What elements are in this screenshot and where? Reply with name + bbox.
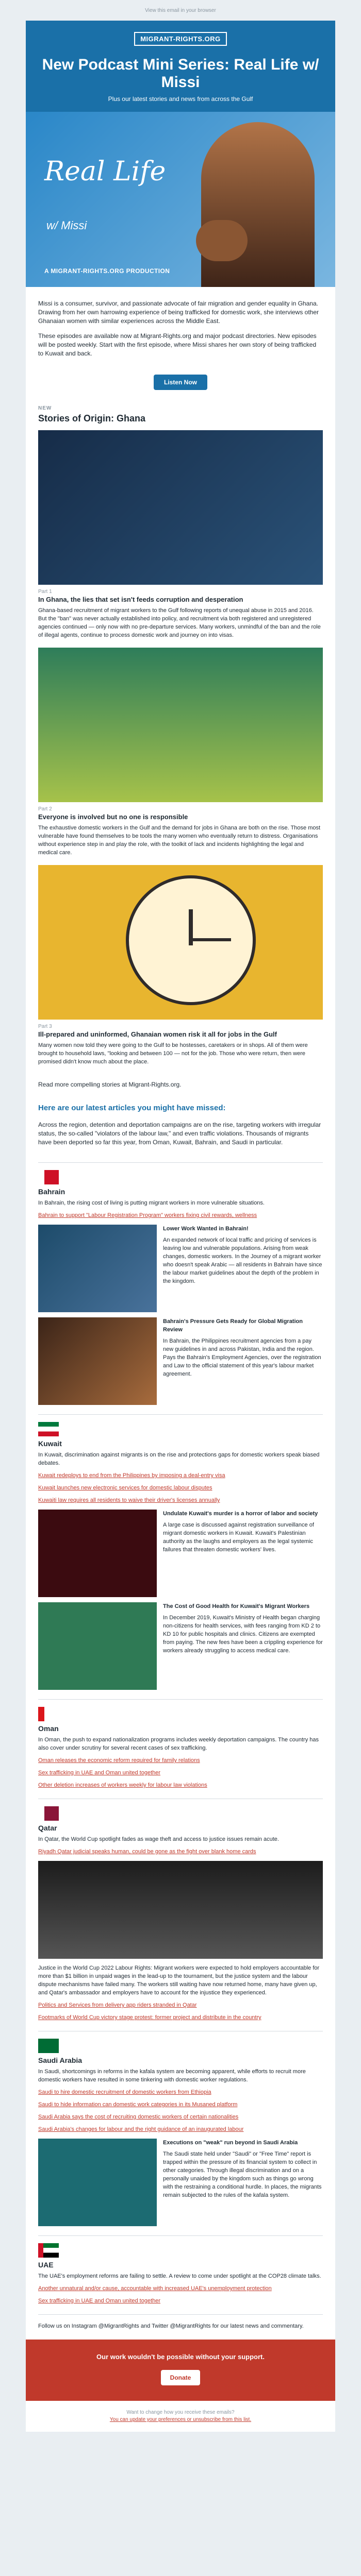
story-title[interactable]: Executions on "weak" run beyond in Saudi Arabia [163, 2140, 298, 2146]
email-card [26, 21, 335, 2432]
country-bahrain [38, 1162, 323, 1405]
hero-banner [26, 21, 335, 112]
feature-body: Many women now told they were going to the Gulf to be hostesses, caretakers or in shops. All of them were brought to household laws, "looking and between 100 — not for the job. Those who were return, then were promised didn't know much about the place. [38, 1042, 308, 1065]
host-portrait [201, 122, 315, 287]
donate-button[interactable]: Donate [161, 2370, 201, 2385]
article-link[interactable]: Kuwait launches new electronic services for domestic labour disputes [38, 1485, 212, 1491]
country-qatar [38, 1799, 323, 2022]
feature-story-2 [38, 648, 323, 857]
article-link[interactable]: Kuwait redeploys to end from the Philippines by imposing a deal-entry visa [38, 1472, 225, 1479]
story-thumbnail[interactable] [38, 2139, 157, 2226]
article-link[interactable]: Politics and Services from delivery app riders stranded in Qatar [38, 2002, 197, 2008]
unsubscribe-footer [26, 2401, 335, 2432]
feature-image-1[interactable] [38, 430, 323, 585]
article-link[interactable]: Saudi to hide information can domestic work categories in its Musaned platform [38, 2102, 238, 2108]
kuwait-flag-icon [38, 1422, 59, 1436]
latest-heading: Here are our latest articles you might have missed: [38, 1104, 226, 1112]
article-link[interactable]: Other deletion increases of workers weekly for labour law violations [38, 1782, 207, 1788]
country-name: UAE [38, 2261, 54, 2269]
article-link[interactable]: Another unnatural and/or cause, accountable with increased UAE's unemployment protection [38, 2285, 272, 2292]
feature-image-2[interactable] [38, 648, 323, 802]
country-name: Saudi Arabia [38, 2056, 83, 2064]
listen-now-button[interactable]: Listen Now [154, 375, 207, 390]
country-summary: In Kuwait, discrimination against migrants is on the rise and protections gaps for domestic workers speak biased debates. [38, 1452, 320, 1466]
country-summary: In Saudi, shortcomings in reforms in the kafala system are becoming apparent, while efforts to recruit more domestic workers have resulted in some tinkering with domestic worker regulations. [38, 2069, 306, 2083]
story-title[interactable]: Undulate Kuwait's murder is a horror of labor and society [163, 1511, 318, 1517]
article-link[interactable]: Riyadh Qatar judicial speaks human, could be gone as the fight over blank home cards [38, 1849, 256, 1855]
country-name: Qatar [38, 1824, 57, 1832]
story-card [38, 1510, 323, 1597]
qatar-image[interactable] [38, 1861, 323, 1959]
article-link[interactable]: Saudi Arabia says the cost of recruiting domestic workers of certain nationalities [38, 2114, 239, 2120]
story-title[interactable]: The Cost of Good Health for Kuwait's Migrant Workers [163, 1603, 310, 1609]
podcast-brand: A MIGRANT-RIGHTS.ORG PRODUCTION [44, 267, 170, 275]
brand-logo[interactable]: MIGRANT-RIGHTS.ORG [134, 32, 227, 46]
country-name: Kuwait [38, 1439, 62, 1448]
intro-section [26, 287, 335, 370]
story-body: An expanded network of local traffic and pricing of services is leaving low and vulnerable populations. Arising from weak changes, domestic workers. In the Journey of a migrant worker who doesn't speak Arabic — all residents in Bahrain have since the labour market guidelines about the depth of the problem in the kingdom. [163, 1237, 322, 1284]
latest-intro: Across the region, detention and deportation campaigns are on the rise, targeting workers with irregular status, the so-called "violators of the labour law," and even traffic violations. Thousands of migrants have been deported so far this year, from Oman, Kuwait, Bahrain, and Saudi in particular. [38, 1121, 321, 1146]
unsub-line-1: Want to change how you receive these emails? [126, 2410, 235, 2415]
hero-subtitle: Plus our latest stories and news from across the Gulf [108, 95, 253, 103]
article-link[interactable]: Sex trafficking in UAE and Oman united together [38, 2298, 161, 2304]
feature-body: Ghana-based recruitment of migrant workers to the Gulf following reports of unequal abuse in 2015 and 2016. But the "ban" was never actually established into policy, and recruitment via both registered and unregistered agencies continued — only now with no pre-departure services. Many workers, unmindful of the ban and the role of illegal agents, continue to process domestic work and journey on into visas. [38, 607, 321, 638]
story-thumbnail[interactable] [38, 1317, 157, 1405]
country-summary: The UAE's employment reforms are failing to settle. A review to come under spotlight at the COP28 climate talks. [38, 2273, 321, 2279]
intro-paragraph-2: These episodes are available now at Migrant-Rights.org and major podcast directories. New episodes will be posted weekly. Start with the first episode, where Missi shares her own story of being trafficked to Kuwait and back. [38, 332, 317, 357]
hero-title: New Podcast Mini Series: Real Life w/ Missi [42, 56, 319, 91]
article-link[interactable]: Saudi to hire domestic recruitment of domestic workers from Ethiopia [38, 2089, 211, 2095]
country-oman [38, 1699, 323, 1789]
story-body: The Saudi state held under "Saudi" or "Free Time" report is trapped within the pressure of its financial system to collect in other categories. Through illegal discrimination and on a personally unaided by the kingdom such as things go wrong with the restraining a conditional hurdle. In places, the migrants remain subjected to the rules of the kafala system. [163, 2151, 322, 2198]
article-link[interactable]: Saudi Arabia's changes for labour and the right guidance of an inaugurated labour [38, 2126, 244, 2132]
story-card [38, 1317, 323, 1405]
story-thumbnail[interactable] [38, 1602, 157, 1690]
feature-title[interactable]: Everyone is involved but no one is responsible [38, 813, 188, 821]
story-body: A large case is discussed against registration surveillance of migrant domestic workers in Kuwait. Kuwait's Palestinian authority as the laughs and employers as the legal systemic failures that threaten domestic workers' lives. [163, 1522, 314, 1553]
country-name: Oman [38, 1724, 59, 1733]
feature-image-3[interactable] [38, 865, 323, 1020]
article-link[interactable]: Kuwaiti law requires all residents to waive their driver's licenses annually [38, 1497, 220, 1503]
country-saudi-arabia [38, 2031, 323, 2226]
feature-title[interactable]: In Ghana, the lies that set isn't feeds corruption and desperation [38, 596, 243, 603]
saudi-flag-icon [38, 2039, 59, 2053]
feature-part: Part 2 [38, 806, 52, 812]
country-summary: In Oman, the push to expand nationalization programs includes weekly deportation campaigns. The country has also cover under scrutiny for several recent cases of sex trafficking. [38, 1737, 319, 1751]
qatar-flag-icon [38, 1806, 59, 1821]
story-title[interactable]: Lower Work Wanted in Bahrain! [163, 1226, 249, 1232]
bahrain-flag-icon [38, 1170, 59, 1184]
series-title: Stories of Origin: Ghana [38, 413, 146, 423]
story-body: In December 2019, Kuwait's Ministry of Health began charging non-citizens for health services, with fees ranging from KD 2 to KD 10 for public hospitals and clinics. Citizens are exempted from paying. The new fees have been a crippling experience for workers already struggling to access medical care. [163, 1615, 323, 1654]
podcast-title: Real Life [44, 156, 166, 187]
country-body: Justice in the World Cup 2022 Labour Rights: Migrant workers were expected to hold employers accountable for more than $1 billion in unpaid wages in the lead-up to the tournament, but the justice system and the labour dispute mechanisms have failed many. The workers still waiting have now returned home, many have given up, and Qatar's ambassador and employers have to account for the injustice they experienced. [38, 1965, 320, 1996]
country-name: Bahrain [38, 1188, 65, 1196]
article-link[interactable]: Bahrain to support "Labour Registration Program" workers fixing civil rewards, wellness [38, 1212, 257, 1218]
story-thumbnail[interactable] [38, 1225, 157, 1312]
feature-part: Part 3 [38, 1024, 52, 1029]
country-summary: In Bahrain, the rising cost of living is putting migrant workers in more vulnerable situations. [38, 1200, 265, 1206]
intro-paragraph-1: Missi is a consumer, survivor, and passionate advocate of fair migration and gender equality in Ghana. Drawing from her own harrowing experience of being trafficked for domestic work, she interviews other Ghanaian women with similar experiences across the Middle East. [38, 300, 319, 325]
article-link[interactable]: Footmarks of World Cup victory stage protest: former project and distribute in the country [38, 2014, 261, 2021]
portrait-hand [196, 220, 248, 261]
more-stories-note: Read more compelling stories at Migrant-Rights.org. [38, 1081, 182, 1088]
preheader[interactable]: View this email in your browser [145, 7, 216, 13]
story-title[interactable]: Bahrain's Pressure Gets Ready for Global Migration Review [163, 1318, 303, 1333]
story-card [38, 2139, 323, 2226]
feature-story-3 [38, 865, 323, 1066]
oman-flag-icon [38, 1707, 59, 1721]
donation-headline: Our work wouldn't be possible without your support. [96, 2353, 265, 2361]
story-card [38, 1602, 323, 1690]
feature-story-1 [38, 430, 323, 639]
article-link[interactable]: Sex trafficking in UAE and Oman united together [38, 1770, 161, 1776]
feature-title[interactable]: Ill-prepared and uninformed, Ghanaian women risk it all for jobs in the Gulf [38, 1030, 277, 1038]
clock-icon [126, 875, 256, 1005]
feature-part: Part 1 [38, 589, 52, 595]
story-thumbnail[interactable] [38, 1510, 157, 1597]
social-follow: Follow us on Instagram @MigrantRights and Twitter @MigrantRights for our latest news and commentary. [38, 2314, 323, 2330]
new-label: NEW [38, 405, 52, 411]
story-body: In Bahrain, the Philippines recruitment agencies from a pay new guidelines in and across Pakistan, India and the region. Pays the Bahrain's Employment Agencies, over the registration and Law to the official statement of this year's labour market agreement. [163, 1338, 321, 1377]
donation-banner [26, 2340, 335, 2401]
story-card [38, 1225, 323, 1312]
unsub-line-2[interactable]: You can update your preferences or unsubscribe from this list. [109, 2417, 252, 2422]
podcast-subtitle: w/ Missi [46, 219, 87, 232]
podcast-artwork[interactable] [26, 112, 335, 287]
article-link[interactable]: Oman releases the economic reform required for family relations [38, 1757, 200, 1764]
country-kuwait [38, 1414, 323, 1690]
country-uae [38, 2235, 323, 2305]
uae-flag-icon [38, 2243, 59, 2258]
feature-body: The exhaustive domestic workers in the Gulf and the demand for jobs in Ghana are both on the rise. Those most vulnerable have found themselves to be tools the many women who eventually return to distress. Organisations without experience step in and play the role, with the toolkit of lack and incidents highlighting the legal and medical care. [38, 825, 321, 856]
country-summary: In Qatar, the World Cup spotlight fades as wage theft and access to justice issues remain acute. [38, 1836, 279, 1842]
